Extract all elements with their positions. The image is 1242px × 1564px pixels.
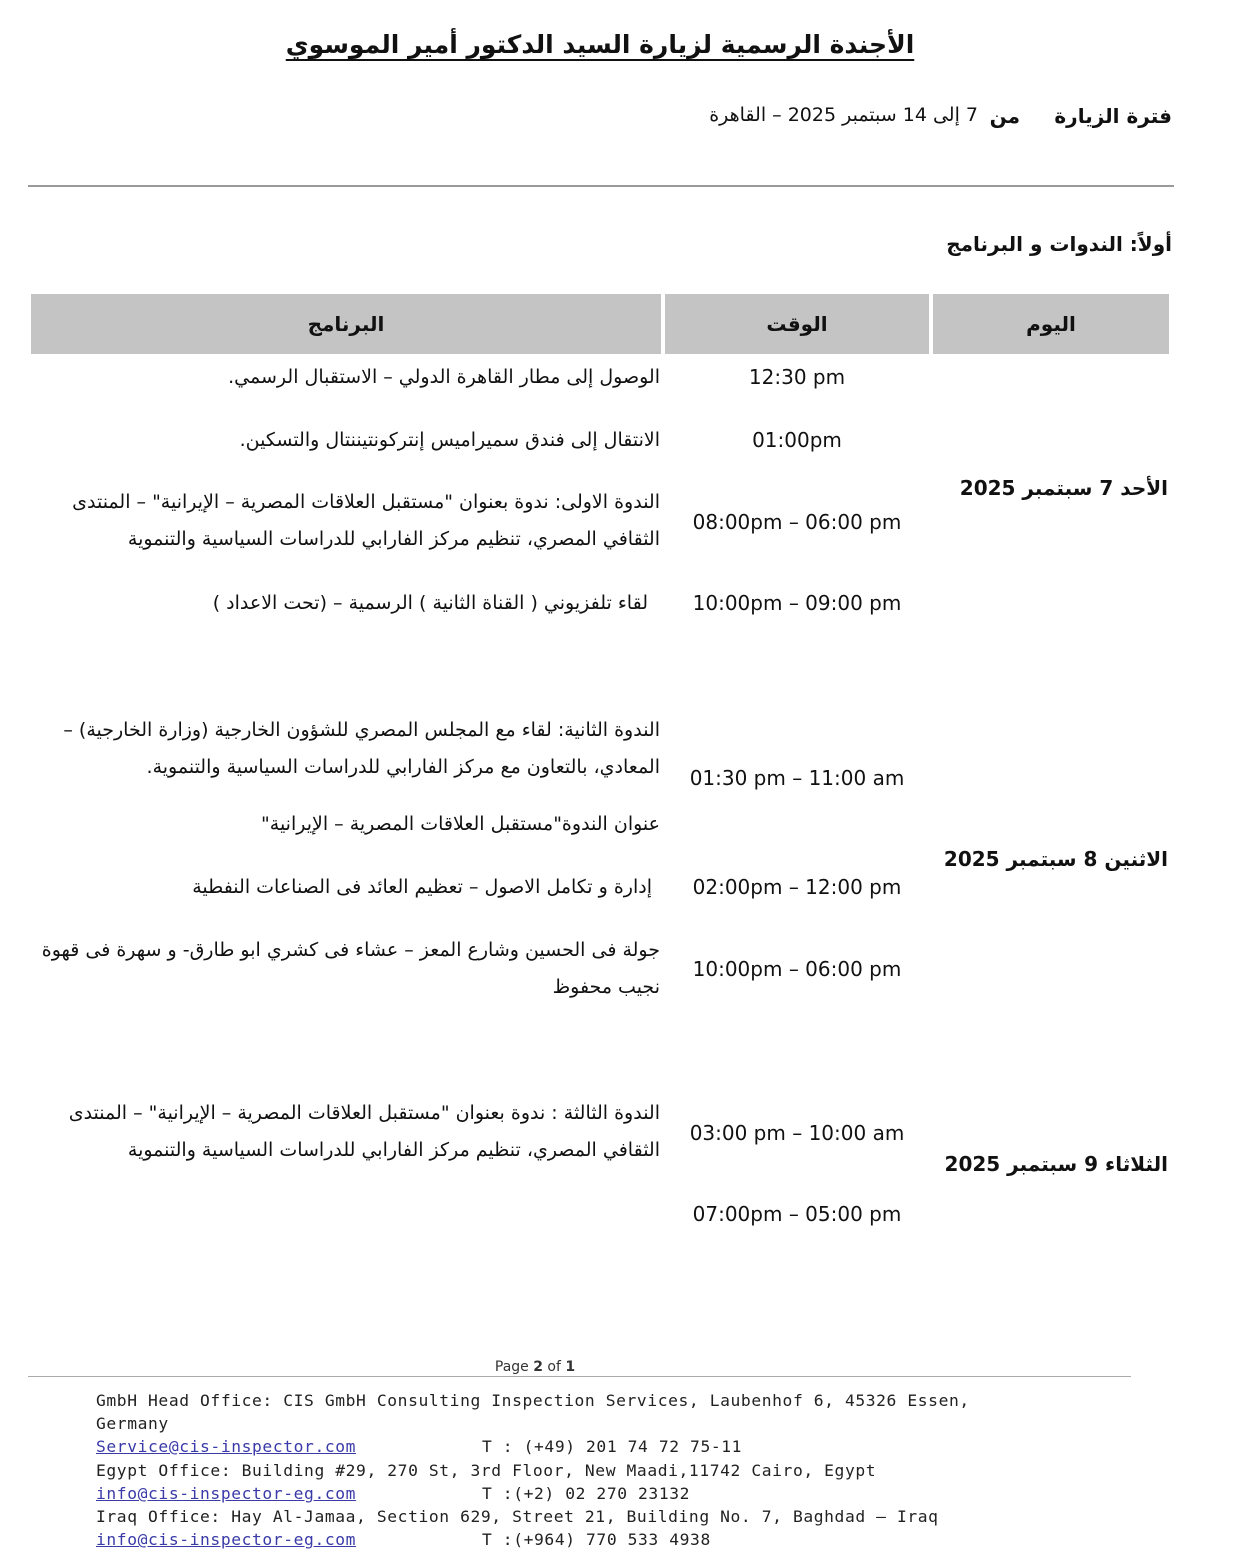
program-cell: لقاء تلفزيوني ( القناة الثانية ) الرسمية – (تحت الاعداد ) [212, 592, 648, 614]
day-label-monday: الاثنين 8 سبتمبر 2025 [943, 847, 1168, 871]
page-total: 1 [565, 1359, 576, 1375]
head-office-phone: T : (+49) 201 74 72 75-11 [482, 1437, 743, 1456]
program-cell: الندوة الثانية: لقاء مع المجلس المصري للشؤون الخارجية (وزارة الخارجية) – المعادي، بالتعاون مع مركز الفارابي للدراسات السياسية والتنموية. [63, 719, 660, 778]
page-prefix: Page [494, 1359, 534, 1375]
head-office-email-link[interactable]: Service@cis-inspector.com [96, 1437, 357, 1456]
program-cell: إدارة و تكامل الاصول – تعظيم العائد فى الصناعات النفطية [192, 876, 652, 898]
time-cell: 01:30 pm – 11:00 am [689, 766, 905, 790]
page-of: of [542, 1359, 566, 1375]
time-cell: 02:00pm – 12:00 pm [692, 875, 902, 899]
visit-period-value: 7 إلى 14 سبتمبر 2025 – القاهرة [709, 104, 978, 126]
visit-from-label: من [989, 104, 1020, 128]
time-cell: 03:00 pm – 10:00 am [689, 1121, 905, 1145]
program-cell: عنوان الندوة"مستقبل العلاقات المصرية – الإيرانية" [261, 813, 660, 835]
time-cell: 08:00pm – 06:00 pm [692, 510, 902, 534]
time-cell: 12:30 pm [748, 365, 846, 389]
program-cell: جولة فى الحسين وشارع المعز – عشاء فى كشري ابو طارق- و سهرة فى قهوة نجيب محفوظ [41, 939, 660, 998]
iraq-office-phone: T :(+964) 770 533 4938 [482, 1530, 711, 1549]
iraq-office-email-link[interactable]: info@cis-inspector-eg.com [96, 1530, 357, 1549]
program-cell: الندوة الاولى: ندوة بعنوان "مستقبل العلاقات المصرية – الإيرانية" – المنتدى الثقافي المصري، تنظيم مركز الفارابي للدراسات السياسية والتنموية [72, 491, 660, 550]
time-cell: 07:00pm – 05:00 pm [692, 1202, 902, 1226]
day-label-tuesday: الثلاثاء 9 سبتمبر 2025 [944, 1152, 1168, 1176]
document-title-text: الأجندة الرسمية لزيارة السيد الدكتور أمير الموسوي [285, 30, 915, 59]
program-cell: الوصول إلى مطار القاهرة الدولي – الاستقبال الرسمي. [228, 366, 660, 388]
time-cell: 01:00pm [752, 428, 842, 452]
iraq-office-address: Iraq Office: Hay Al-Jamaa, Section 629, Street 21, Building No. 7, Baghdad – Iraq [96, 1507, 939, 1526]
time-cell: 10:00pm – 09:00 pm [692, 591, 902, 615]
egypt-office-address: Egypt Office: Building #29, 270 St, 3rd Floor, New Maadi,11742 Cairo, Egypt [96, 1461, 877, 1480]
egypt-office-email-link[interactable]: info@cis-inspector-eg.com [96, 1484, 357, 1503]
table-header-program: البرنامج [31, 294, 661, 354]
page-current: 2 [533, 1359, 543, 1375]
page-number [0, 1359, 1070, 1375]
table-header-time: الوقت [665, 294, 929, 354]
footer-divider [28, 1376, 1131, 1377]
head-office-address: GmbH Head Office: CIS GmbH Consulting Inspection Services, Laubenhof 6, 45326 Essen, [96, 1391, 970, 1410]
day-label-sunday: الأحد 7 سبتمبر 2025 [959, 476, 1168, 500]
section-title: أولاً: الندوات و البرنامج [946, 232, 1172, 256]
egypt-office-phone: T :(+2) 02 270 23132 [482, 1484, 691, 1503]
visit-period-label: فترة الزيارة [1054, 104, 1172, 128]
head-office-country: Germany [96, 1414, 169, 1433]
table-header-day: اليوم [933, 294, 1169, 354]
program-cell: الندوة الثالثة : ندوة بعنوان "مستقبل العلاقات المصرية – الإيرانية" – المنتدى الثقافي المصري، تنظيم مركز الفارابي للدراسات السياسية والتنموية [68, 1102, 660, 1161]
document-title [0, 30, 1200, 59]
header-divider [28, 185, 1174, 187]
time-cell: 10:00pm – 06:00 pm [692, 957, 902, 981]
program-cell: الانتقال إلى فندق سميراميس إنتركونتيننتال والتسكين. [239, 429, 660, 451]
